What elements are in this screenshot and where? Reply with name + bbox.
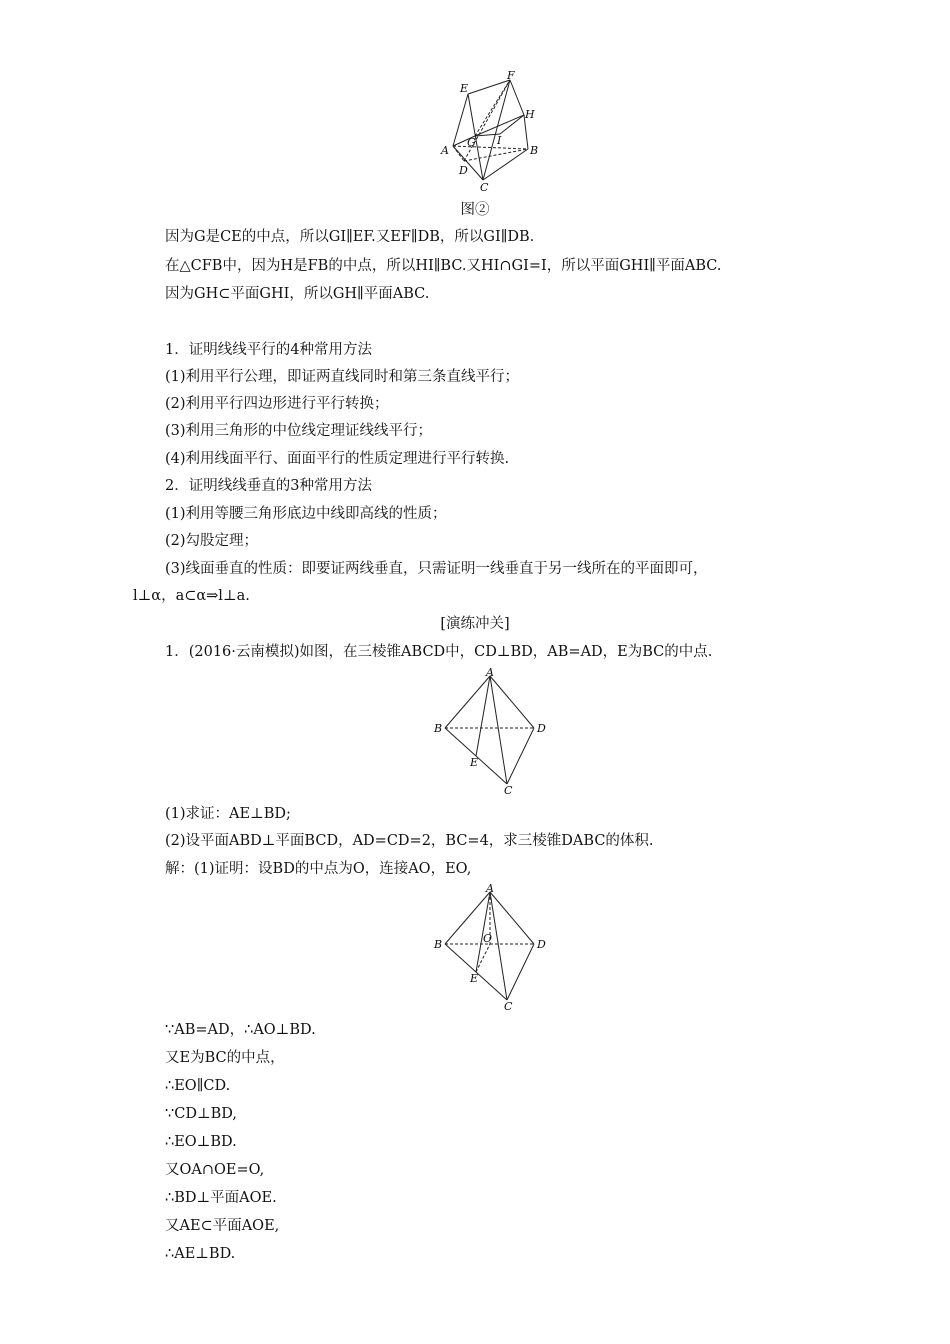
tetra-label-c: C	[504, 784, 513, 797]
proof-line-1: 因为G是CE的中点，所以GI∥EF.又EF∥DB，所以GI∥DB.	[165, 229, 535, 245]
tetra2-label-c: C	[504, 1000, 513, 1013]
tetra-label-a: A	[486, 668, 494, 679]
figure-2-caption: 图②	[460, 202, 490, 218]
summary-heading-1: 1．证明线线平行的4种常用方法	[165, 342, 372, 358]
tetra2-label-e: E	[470, 972, 479, 985]
summary-item-2-2: (2)勾股定理；	[165, 533, 259, 549]
figure-2-diagram	[430, 70, 550, 195]
label-h: H	[525, 108, 535, 121]
tetra2-label-b: B	[434, 938, 443, 951]
proof-line-2: 在△CFB中，因为H是FB的中点，所以HI∥BC.又HI∩GI=I，所以平面GHI∥平面ABC.	[165, 258, 722, 274]
label-g: G	[467, 136, 476, 149]
solution-step-5: ∴EO⊥BD.	[165, 1134, 237, 1150]
label-a: A	[441, 144, 449, 157]
tetra2-label-o: O	[483, 932, 493, 945]
tetra2-label-a: A	[486, 884, 494, 895]
summary-item-1-1: (1)利用平行公理，即证两直线同时和第三条直线平行；	[165, 369, 520, 385]
label-b: B	[530, 144, 539, 157]
summary-item-1-4: (4)利用线面平行、面面平行的性质定理进行平行转换.	[165, 451, 510, 467]
solution-step-1: ∵AB=AD，∴AO⊥BD.	[165, 1022, 316, 1038]
solution-step-4: ∵CD⊥BD,	[165, 1106, 237, 1122]
label-e: E	[460, 82, 469, 95]
problem-part-2: (2)设平面ABD⊥平面BCD，AD=CD=2，BC=4，求三棱锥DABC的体积.	[165, 833, 654, 849]
tetra-label-d: D	[537, 722, 546, 735]
solution-intro: 解：(1)证明：设BD的中点为O，连接AO，EO,	[165, 861, 472, 877]
tetra2-label-d: D	[537, 938, 546, 951]
tetra-label-e: E	[470, 756, 479, 769]
label-f: F	[507, 70, 515, 82]
tetrahedron-with-o-figure	[430, 884, 555, 1014]
solution-step-2: 又E为BC的中点，	[165, 1050, 285, 1066]
solution-step-3: ∴EO∥CD.	[165, 1078, 231, 1094]
summary-item-2-4: l⊥α，a⊂α⇒l⊥a.	[133, 588, 250, 604]
summary-heading-2: 2．证明线线垂直的3种常用方法	[165, 478, 372, 494]
solution-step-6: 又OA∩OE=O,	[165, 1162, 265, 1178]
tetra-label-b: B	[434, 722, 443, 735]
label-c: C	[480, 181, 489, 194]
summary-item-2-1: (1)利用等腰三角形底边中线即高线的性质；	[165, 506, 447, 522]
label-i: I	[497, 134, 502, 147]
summary-item-2-3: (3)线面垂直的性质：即要证两线垂直，只需证明一线垂直于另一线所在的平面即可，	[165, 561, 708, 577]
label-d: D	[459, 164, 468, 177]
solution-step-8: 又AE⊂平面AOE,	[165, 1218, 280, 1234]
tetrahedron-figure	[430, 668, 555, 798]
proof-line-3: 因为GH⊂平面GHI，所以GH∥平面ABC.	[165, 286, 430, 302]
summary-item-1-3: (3)利用三角形的中位线定理证线线平行；	[165, 423, 433, 439]
practice-header: [演练冲关]	[440, 616, 510, 632]
problem-statement: 1．(2016·云南模拟)如图，在三棱锥ABCD中，CD⊥BD，AB=AD，E为BC的中点.	[165, 644, 713, 660]
problem-part-1: (1)求证：AE⊥BD;	[165, 806, 291, 822]
solution-step-7: ∴BD⊥平面AOE.	[165, 1190, 277, 1206]
solution-step-9: ∴AE⊥BD.	[165, 1246, 236, 1262]
summary-item-1-2: (2)利用平行四边形进行平行转换；	[165, 396, 389, 412]
